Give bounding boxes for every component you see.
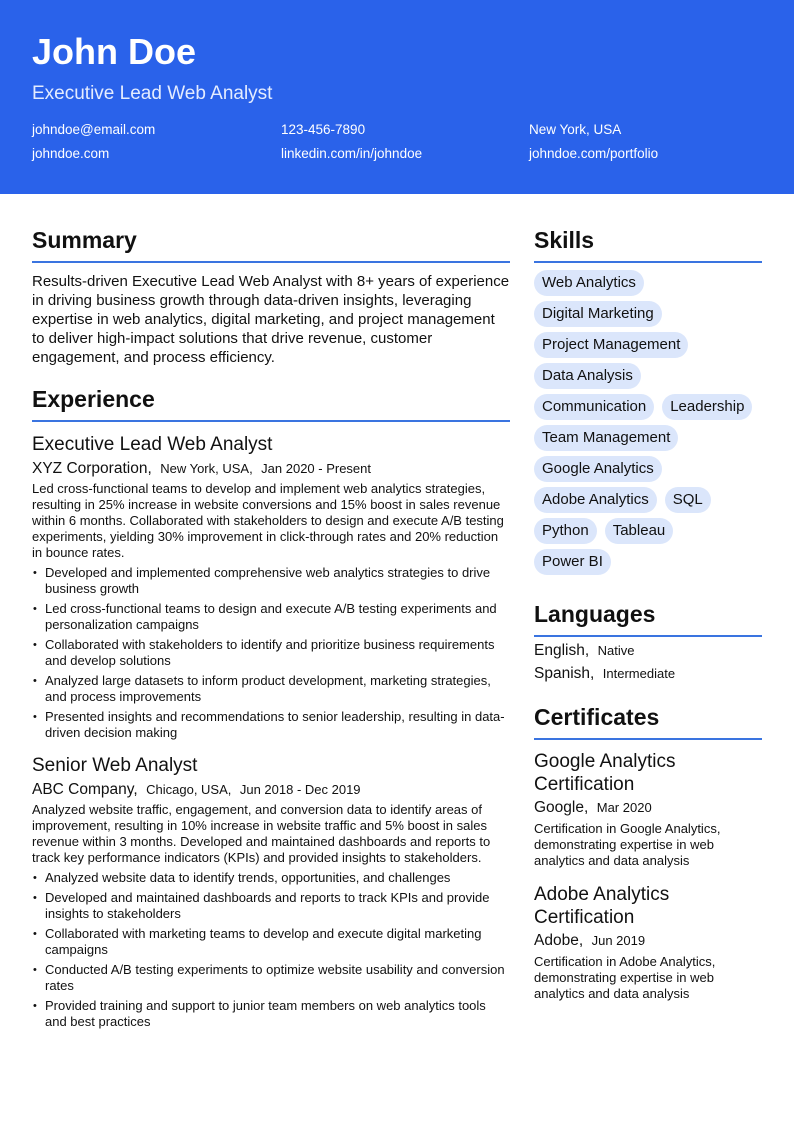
skills-list	[534, 270, 762, 580]
certificates-section	[534, 703, 762, 1002]
job-description: Led cross-functional teams to develop and implement web analytics strategies, resulting in 25% increase in website conversions and 15% boost in sales revenue within 6 months. Collaborated with stakeholders to design and execute A/B testing experiments, yielding 30% improvement in click-through rates and 20% reduction in bounce rates.	[32, 481, 504, 560]
language-item	[534, 665, 762, 683]
job-meta	[32, 460, 510, 478]
job-bullet: • Collaborated with stakeholders to identify and prioritize business requirements and develop solutions	[32, 637, 510, 669]
job-bullet: • Collaborated with marketing teams to develop and execute digital marketing campaigns	[32, 926, 510, 958]
language-name: Spanish,	[534, 665, 595, 682]
candidate-title: Executive Lead Web Analyst	[32, 83, 273, 104]
language-item	[534, 642, 762, 660]
job-bullet: • Led cross-functional teams to design and execute A/B testing experiments and personalization campaigns	[32, 601, 510, 633]
skill-tag: Communication	[534, 394, 654, 420]
certificate-meta	[534, 799, 762, 817]
job-meta	[32, 781, 510, 799]
skill-tag: Adobe Analytics	[534, 487, 657, 513]
contact-location: New York, USA	[529, 122, 622, 137]
resume-header	[0, 0, 794, 194]
languages-list	[534, 642, 762, 683]
job-dates: Jan 2020 - Present	[261, 461, 372, 476]
job-company: XYZ Corporation,	[32, 460, 152, 477]
summary-heading: Summary	[32, 226, 510, 263]
language-name: English,	[534, 642, 590, 659]
job-bullet: • Provided training and support to junior team members on web analytics tools and best practices	[32, 998, 510, 1030]
job-bullet: • Conducted A/B testing experiments to optimize website usability and conversion rates	[32, 962, 510, 994]
certificate-title: Google Analytics Certification	[534, 751, 676, 795]
job-bullet: • Presented insights and recommendations to senior leadership, resulting in data-driven decision making	[32, 709, 510, 741]
skill-tag: Python	[534, 518, 597, 544]
job-bullet: • Developed and implemented comprehensive web analytics strategies to drive business growth	[32, 565, 510, 597]
skill-tag: Web Analytics	[534, 270, 644, 296]
contact-portfolio[interactable]: johndoe.com/portfolio	[529, 146, 659, 161]
job-role: Senior Web Analyst	[32, 755, 198, 776]
certificate-meta	[534, 932, 762, 950]
skill-tag: Google Analytics	[534, 456, 662, 482]
summary-text: Results-driven Executive Lead Web Analyst with 8+ years of experience in driving business growth through data-driven insights, leveraging expertise in web analytics, digital marketing, and project management to deliver high-impact solutions that drive revenue, customer engagement, and process efficiency.	[32, 273, 510, 366]
skill-tag: Tableau	[605, 518, 674, 544]
skill-tag: Data Analysis	[534, 363, 641, 389]
certificates-heading: Certificates	[534, 703, 762, 740]
certificate-item	[534, 750, 762, 869]
contact-email[interactable]: johndoe@email.com	[32, 122, 156, 137]
certificate-date: Jun 2019	[591, 933, 646, 948]
experience-heading: Experience	[32, 385, 510, 422]
language-level: Intermediate	[602, 666, 676, 681]
skills-heading: Skills	[534, 226, 762, 263]
summary-section	[32, 226, 510, 367]
job-entry	[32, 434, 510, 741]
job-dates: Jun 2018 - Dec 2019	[239, 782, 361, 797]
contact-website[interactable]: johndoe.com	[32, 146, 110, 161]
job-bullet: • Analyzed large datasets to inform product development, marketing strategies, and process improvements	[32, 673, 510, 705]
skill-tag: Project Management	[534, 332, 688, 358]
certificate-item	[534, 883, 762, 1002]
job-location: New York, USA,	[160, 461, 253, 476]
contact-linkedin[interactable]: linkedin.com/in/johndoe	[281, 146, 423, 161]
job-bullet: • Analyzed website data to identify trends, opportunities, and challenges	[32, 870, 510, 886]
certificate-issuer: Google,	[534, 799, 589, 816]
side-column	[534, 226, 762, 1002]
job-bullets	[32, 565, 510, 741]
skill-tag: Power BI	[534, 549, 611, 575]
contact-phone[interactable]: 123-456-7890	[281, 122, 366, 137]
candidate-name: John Doe	[32, 31, 197, 72]
job-role: Executive Lead Web Analyst	[32, 434, 273, 455]
certificate-date: Mar 2020	[596, 800, 652, 815]
skill-tag: SQL	[665, 487, 711, 513]
certificate-title: Adobe Analytics Certification	[534, 884, 670, 928]
language-level: Native	[597, 643, 635, 658]
experience-section	[32, 385, 510, 1030]
certificate-issuer: Adobe,	[534, 932, 584, 949]
job-description: Analyzed website traffic, engagement, and conversion data to identify areas of improvement, resulting in 10% increase in website traffic and 5% boost in sales revenue within 3 months. Developed and maintained dashboards and reports to track key performance indicators (KPIs) and provided insights to stakeholders.	[32, 802, 491, 865]
job-company: ABC Company,	[32, 781, 138, 798]
skill-tag: Leadership	[662, 394, 752, 420]
languages-section	[534, 600, 762, 683]
skill-tag: Team Management	[534, 425, 678, 451]
certificate-description: Certification in Google Analytics, demonstrating expertise in web analytics and data analysis	[534, 821, 721, 868]
job-location: Chicago, USA,	[146, 782, 232, 797]
skills-section	[534, 226, 762, 580]
job-bullet: • Developed and maintained dashboards and reports to track KPIs and provide insights to stakeholders	[32, 890, 510, 922]
job-entry	[32, 755, 510, 1030]
job-bullets	[32, 870, 510, 1030]
skill-tag: Digital Marketing	[534, 301, 662, 327]
certificate-description: Certification in Adobe Analytics, demonstrating expertise in web analytics and data analysis	[534, 954, 716, 1001]
main-column	[32, 226, 510, 1034]
languages-heading: Languages	[534, 600, 762, 637]
